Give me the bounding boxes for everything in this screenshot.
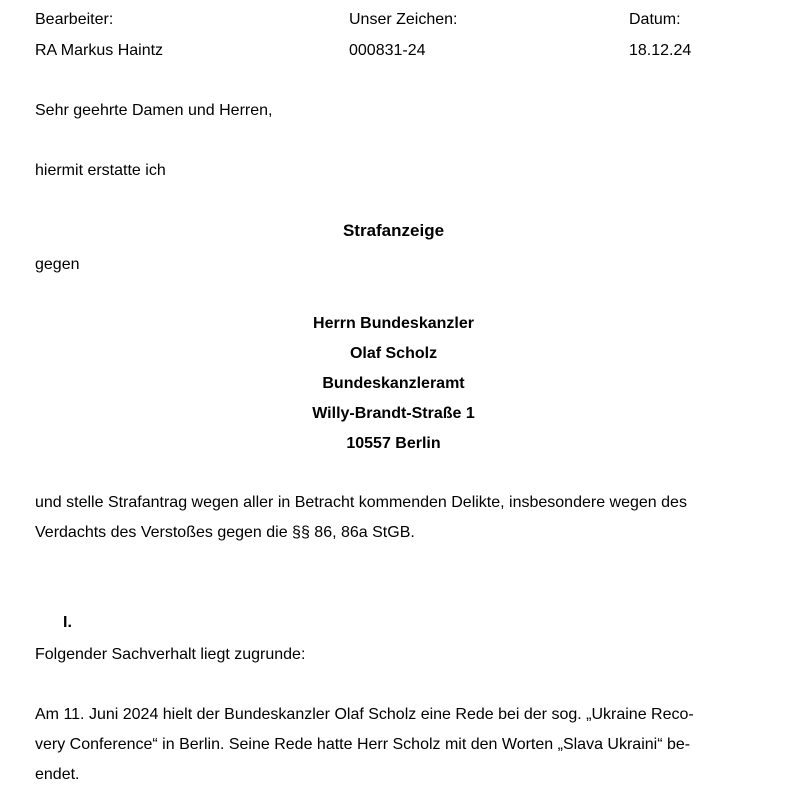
- facts-line-1: Am 11. Juni 2024 hielt der Bundeskanzler Olaf Scholz eine Rede bei der sog. „Ukraine Reco-: [35, 706, 694, 723]
- date-label: Datum:: [629, 11, 681, 28]
- motion-line-2: Verdachts des Verstoßes gegen die §§ 86, 86a StGB.: [35, 524, 415, 541]
- intro-text: hiermit erstatte ich: [35, 162, 166, 179]
- salutation: Sehr geehrte Damen und Herren,: [35, 102, 273, 119]
- recipient-line-title: Herrn Bundeskanzler: [313, 315, 474, 332]
- motion-line-1: und stelle Strafantrag wegen aller in Betracht kommenden Delikte, insbesondere wegen des: [35, 494, 687, 511]
- recipient-line-city: 10557 Berlin: [346, 435, 441, 452]
- editor-value: RA Markus Haintz: [35, 42, 164, 59]
- date-value: 18.12.24: [629, 42, 692, 59]
- reference-label: Unser Zeichen:: [349, 11, 458, 28]
- facts-line-2: very Conference“ in Berlin. Seine Rede hatte Herr Scholz mit den Worten „Slava Ukraini“ be-: [35, 736, 691, 753]
- section-heading: Folgender Sachverhalt liegt zugrunde:: [35, 646, 306, 663]
- editor-label: Bearbeiter:: [35, 11, 114, 28]
- document-title: Strafanzeige: [342, 221, 445, 240]
- against-text: gegen: [35, 256, 80, 273]
- section-number: I.: [63, 614, 72, 631]
- recipient-line-name: Olaf Scholz: [349, 345, 438, 362]
- recipient-line-office: Bundeskanzleramt: [322, 375, 465, 392]
- reference-value: 000831-24: [349, 42, 426, 59]
- recipient-line-street: Willy-Brandt-Straße 1: [312, 405, 475, 422]
- facts-line-3: endet.: [35, 766, 80, 783]
